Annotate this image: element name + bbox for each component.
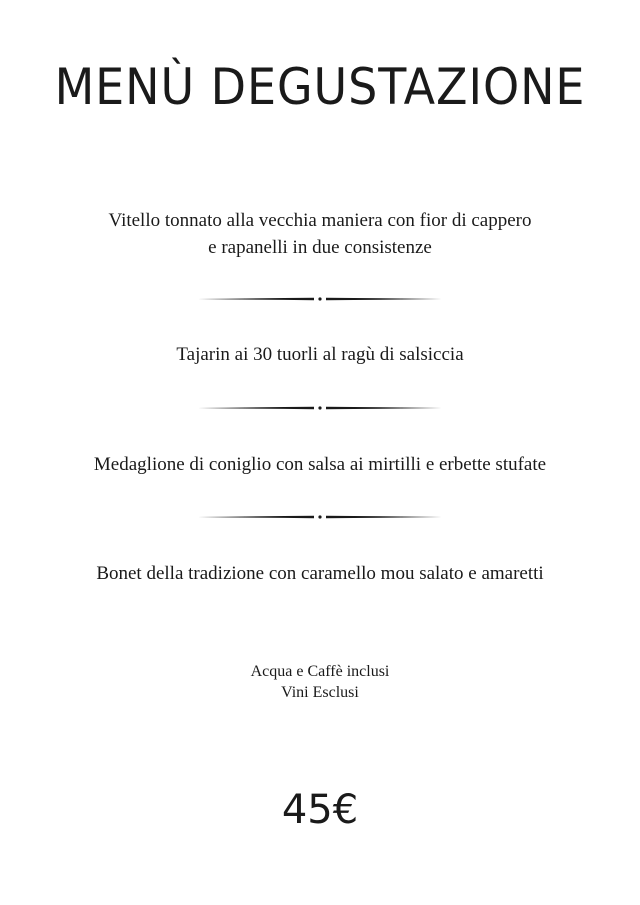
course-line: Medaglione di coniglio con salsa ai mirtilli e erbette stufate	[93, 454, 547, 475]
menu-notes	[0, 661, 640, 703]
course-line: e rapanelli in due consistenze	[208, 237, 432, 258]
ornamental-divider	[198, 514, 442, 520]
course-dolce	[0, 560, 640, 587]
menu-price: 45€	[281, 787, 359, 833]
course-primo	[0, 341, 640, 368]
ornamental-divider	[198, 296, 442, 302]
note-wine-excluded: Vini Esclusi	[281, 684, 359, 701]
ornamental-divider	[198, 405, 442, 411]
course-secondo	[0, 451, 640, 478]
course-line: Bonet della tradizione con caramello mou salato e amaretti	[96, 563, 544, 584]
course-line: Vitello tonnato alla vecchia maniera con fior di cappero	[108, 210, 532, 231]
menu-title: MENÙ DEGUSTAZIONE	[54, 58, 586, 116]
course-antipasto	[0, 207, 640, 261]
course-line: Tajarin ai 30 tuorli al ragù di salsiccia	[176, 344, 464, 365]
note-drinks-included: Acqua e Caffè inclusi	[250, 663, 390, 680]
